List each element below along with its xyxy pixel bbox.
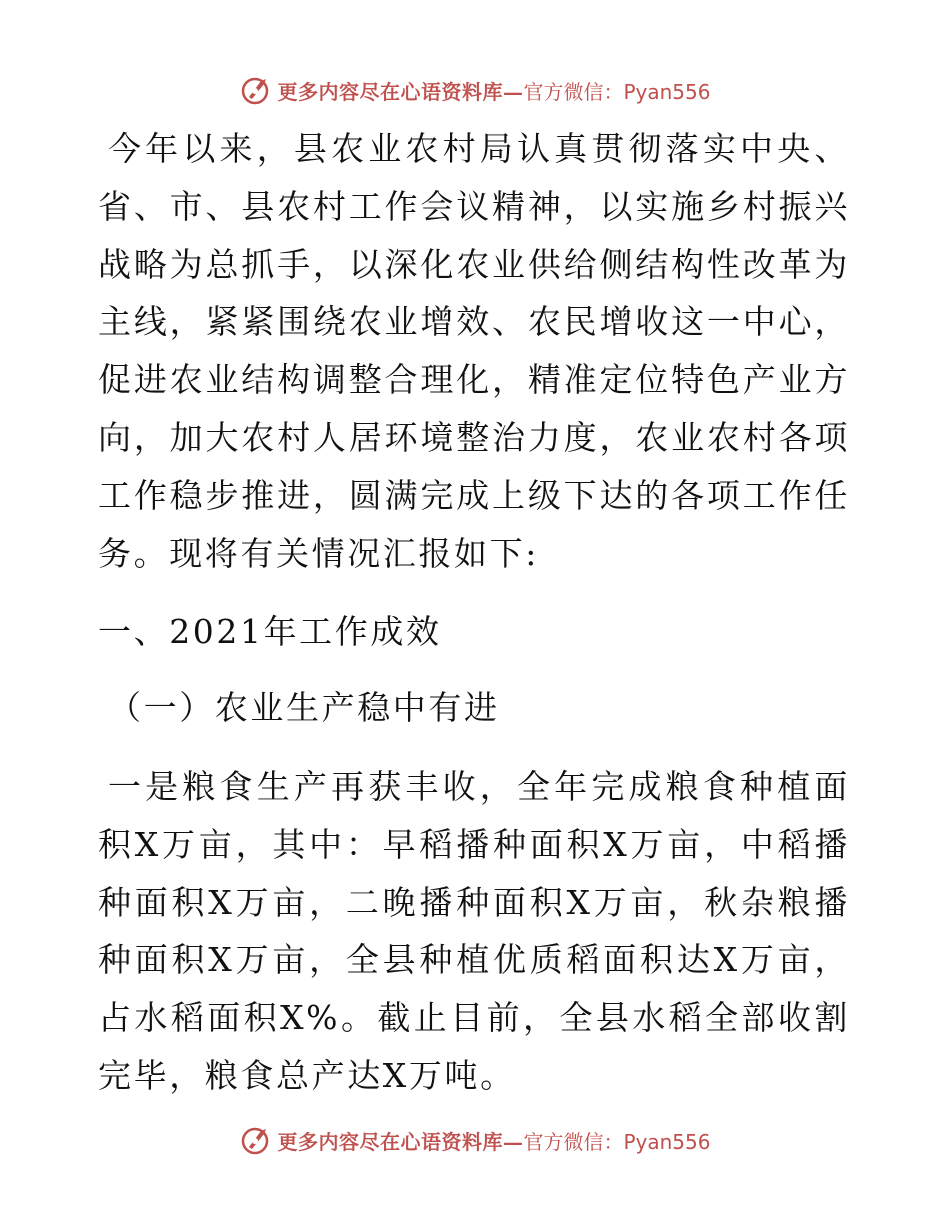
document-body xyxy=(0,120,950,582)
watermark-banner-top xyxy=(0,70,950,110)
intro-paragraph: 今年以来，县农业农村局认真贯彻落实中央、省、市、县农村工作会议精神，以实施乡村振兴战略为总抓手，以深化农业供给侧结构性改革为主线，紧紧围绕农业增效、农民增收这一中心，促进农业结构调整合理化，精准定位特色产业方向，加大农村人居环境整治力度，农业农村各项工作稳步推进，圆满完成上级下达的各项工作任务。现将有关情况汇报如下: xyxy=(98,129,850,573)
watermark-contact: 官方微信：Pyan556 xyxy=(523,1129,711,1154)
section-heading: 一、2021年工作成效 xyxy=(98,612,442,651)
grain-paragraph: 一是粮食生产再获丰收，全年完成粮食种植面积X万亩，其中：早稻播种面积X万亩，中稻播种面积X万亩，二晚播种面积X万亩，秋杂粮播种面积X万亩，全县种植优质稻面积达X万亩，占水稻面积X%。截止目前，全县水稻全部收割完毕，粮食总产达X万吨。 xyxy=(98,767,850,1095)
watermark-brand: 更多内容尽在心语资料库— xyxy=(277,1129,524,1154)
subsection-heading: （一）农业生产稳中有进 xyxy=(108,688,500,727)
watermark-brand: 更多内容尽在心语资料库— xyxy=(277,79,524,104)
grain-section xyxy=(0,758,950,1105)
pen-logo-icon xyxy=(239,73,273,107)
pen-logo-icon xyxy=(239,1123,273,1157)
watermark-contact: 官方微信：Pyan556 xyxy=(523,79,711,104)
watermark-banner-bottom xyxy=(0,1120,950,1160)
